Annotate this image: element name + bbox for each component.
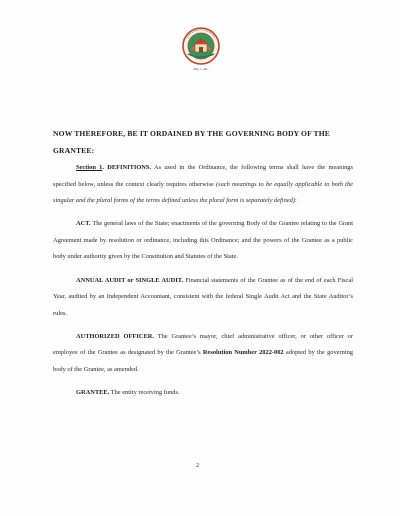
ordinance-body: [53, 160, 353, 408]
definition-text: Financial statements of the Grantee as of the end of each Fiscal Year, audited by an Independent Accountant, consistent with the federal Single Audit Act and the State Auditor’s rules.: [53, 276, 353, 317]
section-1-paragraph: [53, 160, 353, 210]
section-title: . DEFINITIONS.: [102, 164, 152, 171]
definition-text: The Grantee’s mayor, chief administrative officer, or other officer or employee of the Grantee as designated by the Grantee’s: [53, 332, 353, 357]
page-number: 2: [196, 462, 200, 469]
definition-grantee: [53, 385, 353, 402]
definition-text: The entity receiving funds.: [109, 389, 180, 397]
definition-term: ACT.: [76, 220, 91, 228]
resolution-number: Resolution Number 2022-002: [202, 349, 284, 357]
definition-text: The general laws of the State; enactments of the governing Body of the Grantee relating to the Grant Agreement made by resolution or ordinance, including this Ordinance; and the powers of the Grantee as a public body under authority given by the Constitution and Statutes of the State.: [53, 220, 353, 261]
definition-act: [53, 216, 353, 266]
section-label: Section 1: [76, 164, 103, 171]
section-intro: As used in the Ordinance, the following terms shall have the meanings specified below, unless the context clearly requires otherwise: [53, 164, 353, 188]
section-intro-end: :: [294, 197, 297, 204]
definition-term: AUTHORIZED OFFICER.: [76, 332, 154, 340]
section-intro-italic: (such meanings to be equally applicable to both the singular and the plural forms of the terms defined unless the plural form is separately defined): [53, 180, 353, 204]
seal-date: July 1, 20..: [193, 67, 209, 71]
definition-annual-audit: [53, 273, 353, 323]
definition-term: ANNUAL AUDIT or SINGLE AUDIT.: [76, 276, 184, 284]
ordinance-heading: NOW THEREFORE, BE IT ORDAINED BY THE GOVERNING BODY OF THE GRANTEE:: [53, 129, 330, 155]
definition-text-end: adopted by the governing body of the Grantee, as amended.: [53, 349, 354, 373]
definition-term: GRANTEE.: [76, 389, 110, 397]
definition-authorized-officer: [53, 329, 353, 379]
